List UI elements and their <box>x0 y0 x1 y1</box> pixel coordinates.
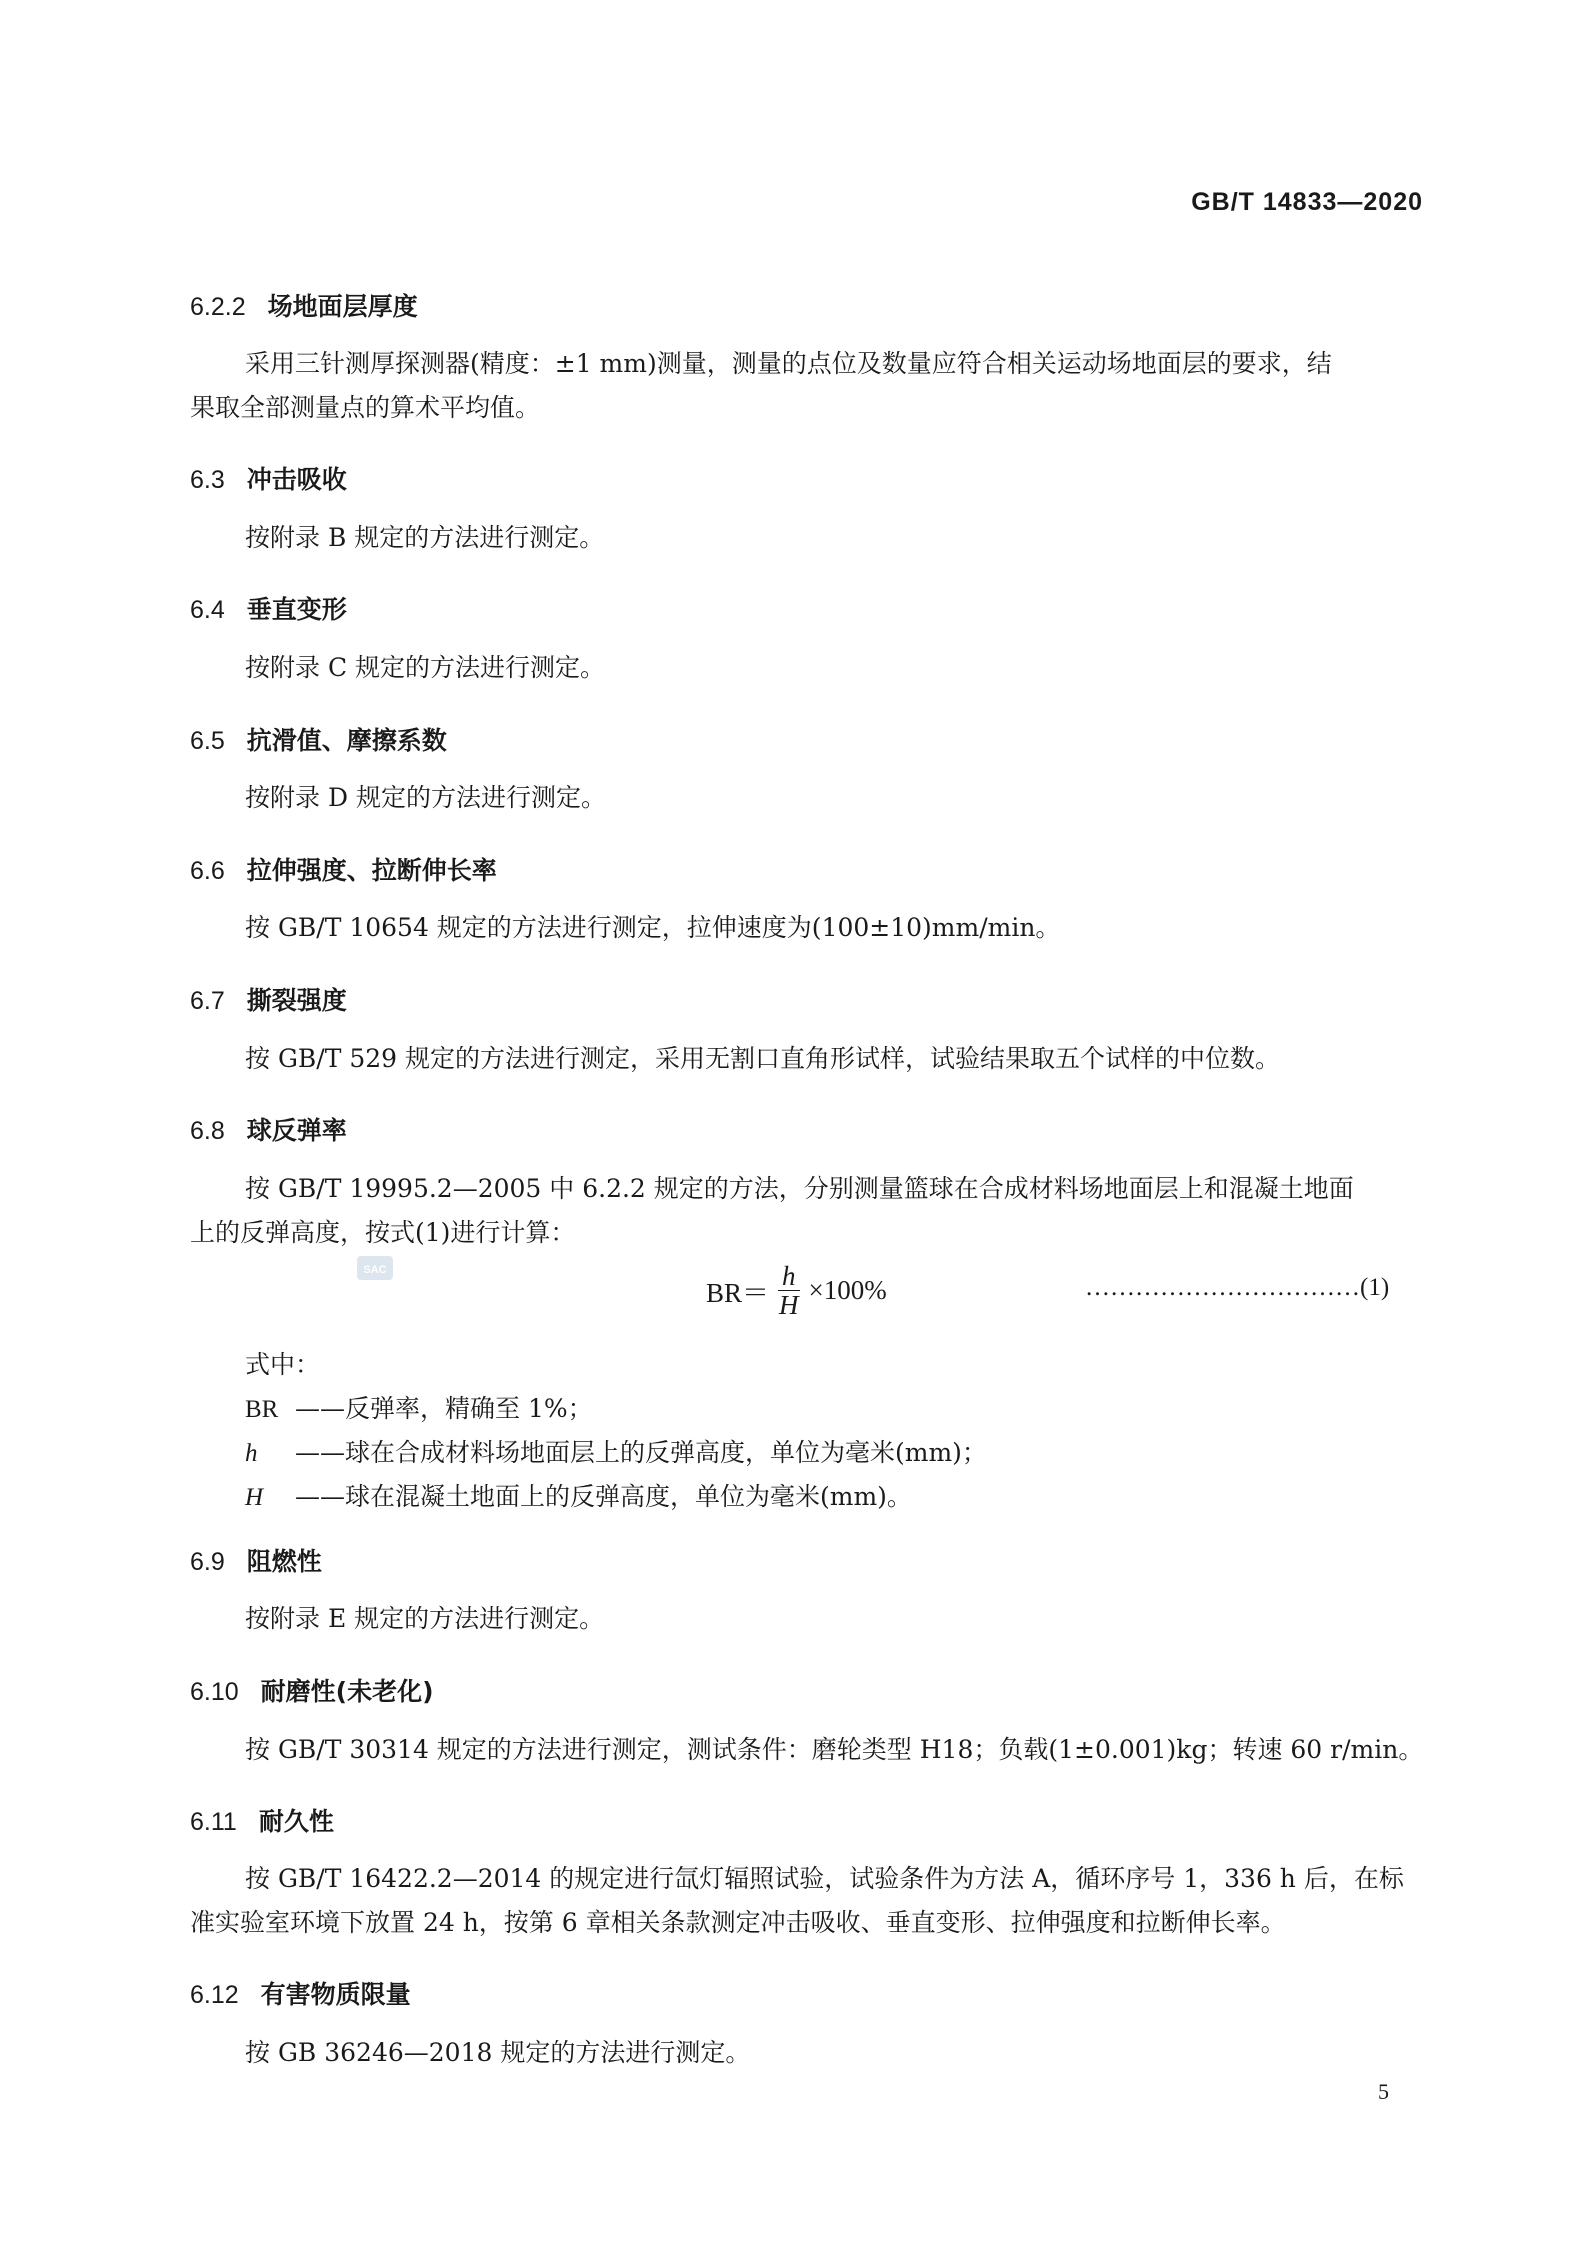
section-number: 6.3 <box>190 466 225 494</box>
variable-description: ——球在合成材料场地面层上的反弹高度，单位为毫米(mm)； <box>295 1438 987 1467</box>
variable-definition <box>245 1433 987 1469</box>
section-heading-6-11 <box>190 1802 334 1838</box>
section-number: 6.4 <box>190 596 225 624</box>
section-title: 阻燃性 <box>246 1547 322 1576</box>
paragraph-line: 采用三针测厚探测器(精度：±1 mm)测量，测量的点位及数量应符合相关运动场地面层的要求，结 <box>245 349 1332 378</box>
section-title: 抗滑值、摩擦系数 <box>246 726 447 755</box>
formula-numerator: h <box>778 1262 800 1291</box>
formula-rhs: ×100% <box>808 1275 887 1305</box>
paragraph-line: 按附录 B 规定的方法进行测定。 <box>245 523 605 552</box>
paragraph-line: 按 GB/T 19995.2—2005 中 6.2.2 规定的方法，分别测量篮球在合成材料场地面层上和混凝土地面 <box>245 1174 1354 1203</box>
formula-denominator: H <box>779 1290 799 1320</box>
section-heading-6-10 <box>190 1672 434 1708</box>
section-number: 6.9 <box>190 1548 225 1576</box>
variable-definition <box>245 1389 593 1425</box>
section-title: 耐磨性(未老化) <box>260 1677 434 1706</box>
formula-lhs: BR＝ <box>706 1278 770 1308</box>
section-number: 6.6 <box>190 857 225 885</box>
svg-text:SAC: SAC <box>363 1264 387 1276</box>
section-title: 有害物质限量 <box>260 1980 411 2009</box>
section-title: 场地面层厚度 <box>267 292 418 321</box>
section-heading-6-7 <box>190 981 347 1017</box>
standard-code: GB/T 14833—2020 <box>1191 188 1423 216</box>
section-title: 拉伸强度、拉断伸长率 <box>246 856 497 885</box>
section-number: 6.5 <box>190 727 225 755</box>
paragraph-line: 按附录 E 规定的方法进行测定。 <box>245 1604 605 1633</box>
section-number: 6.11 <box>190 1808 237 1836</box>
section-heading-6-2-2 <box>190 287 418 323</box>
variable-symbol: h <box>245 1440 258 1467</box>
section-number: 6.10 <box>190 1678 239 1706</box>
paragraph-line: 按 GB/T 30314 规定的方法进行测定，测试条件：磨轮类型 H18；负载(1±0.001)kg；转速 60 r/min。 <box>245 1735 1424 1764</box>
formula-fraction <box>775 1262 803 1319</box>
section-heading-6-3 <box>190 460 347 496</box>
paragraph-line: 上的反弹高度，按式(1)进行计算： <box>190 1218 576 1247</box>
formula-reference: ……………………………(1) <box>1085 1274 1390 1301</box>
sac-watermark-logo <box>355 1252 395 1284</box>
section-heading-6-8 <box>190 1111 347 1147</box>
formula-1 <box>706 1262 887 1319</box>
paragraph-line: 按 GB 36246—2018 规定的方法进行测定。 <box>245 2038 751 2067</box>
variable-symbol: BR <box>245 1396 279 1423</box>
paragraph-line: 按 GB/T 529 规定的方法进行测定，采用无割口直角形试样，试验结果取五个试样的中位数。 <box>245 1044 1281 1073</box>
section-heading-6-9 <box>190 1542 322 1578</box>
variable-definition <box>245 1477 912 1513</box>
paragraph-line: 按附录 C 规定的方法进行测定。 <box>245 653 606 682</box>
section-heading-6-5 <box>190 721 447 757</box>
section-heading-6-6 <box>190 851 497 887</box>
section-number: 6.12 <box>190 1981 239 2009</box>
paragraph-line: 按附录 D 规定的方法进行测定。 <box>245 783 606 812</box>
paragraph-line: 按 GB/T 16422.2—2014 的规定进行氙灯辐照试验，试验条件为方法 A，循环序号 1，336 h 后，在标 <box>245 1864 1404 1893</box>
section-title: 球反弹率 <box>246 1116 347 1145</box>
section-number: 6.8 <box>190 1117 225 1145</box>
section-heading-6-12 <box>190 1975 411 2011</box>
paragraph-line: 准实验室环境下放置 24 h，按第 6 章相关条款测定冲击吸收、垂直变形、拉伸强度和拉断伸长率。 <box>190 1908 1286 1937</box>
paragraph-line: 果取全部测量点的算术平均值。 <box>190 393 541 422</box>
where-label: 式中： <box>245 1350 321 1379</box>
variable-description: ——球在混凝土地面上的反弹高度，单位为毫米(mm)。 <box>295 1482 912 1511</box>
section-title: 垂直变形 <box>246 595 347 624</box>
section-number: 6.2.2 <box>190 293 246 321</box>
section-number: 6.7 <box>190 987 225 1015</box>
section-title: 冲击吸收 <box>246 465 347 494</box>
paragraph-line: 按 GB/T 10654 规定的方法进行测定，拉伸速度为(100±10)mm/min。 <box>245 913 1061 942</box>
variable-description: ——反弹率，精确至 1%； <box>295 1394 593 1423</box>
section-title: 耐久性 <box>258 1807 334 1836</box>
section-title: 撕裂强度 <box>246 986 347 1015</box>
page-number: 5 <box>1378 2079 1389 2104</box>
variable-symbol: H <box>245 1484 264 1511</box>
section-heading-6-4 <box>190 590 347 626</box>
